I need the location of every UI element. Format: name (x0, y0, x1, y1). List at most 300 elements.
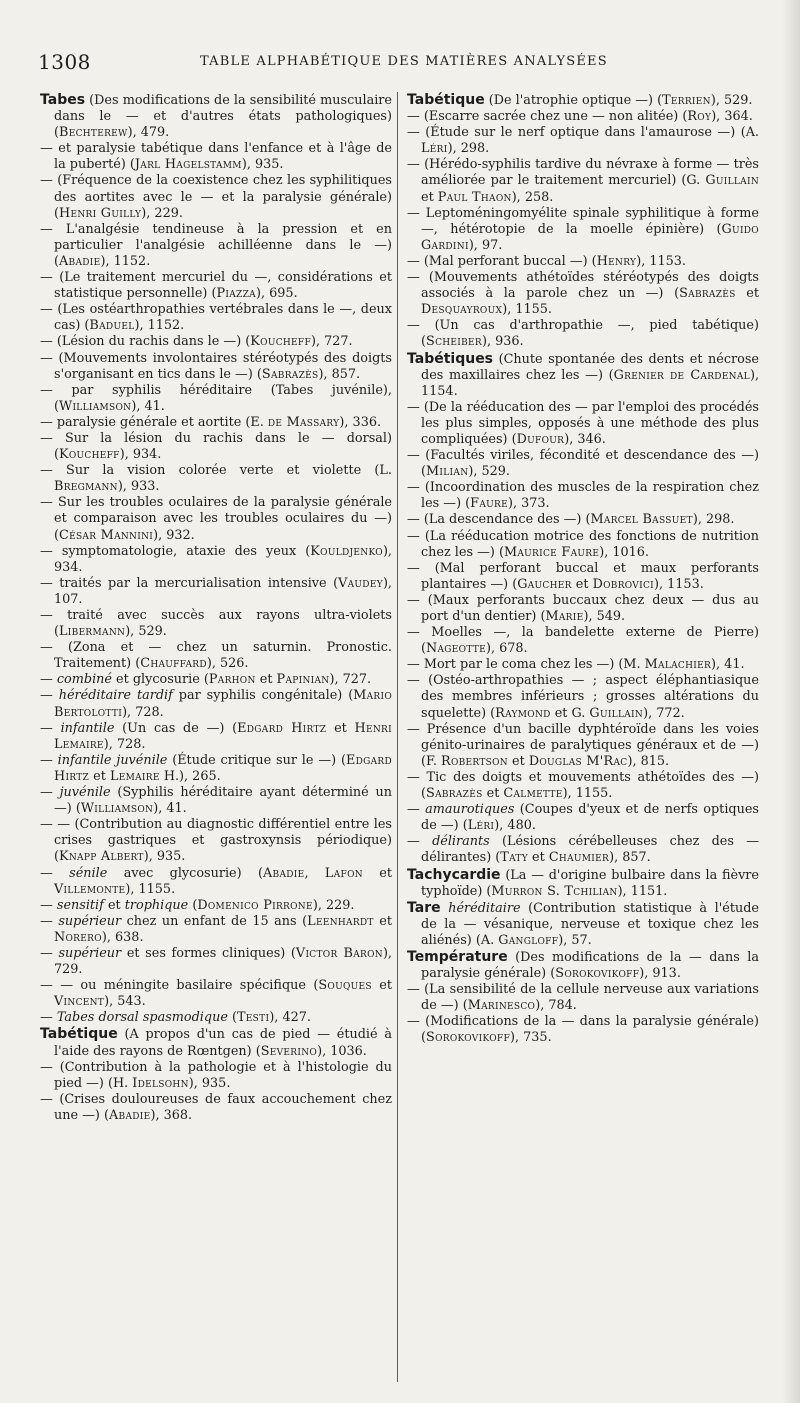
entry-text: — (Ostéo-arthropathies — ; aspect éléphantiasique des membres inférieurs ; grosses altérations du squelette) ( (407, 673, 759, 721)
index-entry (40, 92, 392, 141)
entry-text: combiné (56, 672, 112, 688)
author-name: Domenico Pirrone (197, 897, 313, 913)
entry-headword: Tabétique (40, 1026, 118, 1043)
entry-text: — (Hérédo-syphilis tardive du névraxe à forme — très améliorée par le traitement mercuriel) (G. (407, 157, 759, 189)
index-entry (407, 657, 759, 673)
index-entry (407, 834, 759, 866)
index-entry (407, 318, 759, 350)
entry-text: ), 549. (583, 609, 626, 624)
entry-text: et (507, 753, 529, 769)
entry-text: ), 935. (241, 157, 284, 173)
index-entry (40, 1060, 392, 1092)
author-name: Calmette (503, 786, 563, 802)
entry-text: — (Mouvements athétoïdes stéréotypés des doigts associés à la parole chez un —) ( (407, 270, 759, 302)
entry-text: — traité avec succès aux rayons ultra-violets ( (40, 608, 392, 640)
entry-text: ), 1036. (317, 1043, 367, 1059)
index-entry (407, 1014, 759, 1046)
entry-text: ), 1152. (100, 253, 151, 269)
entry-text: ), 638. (101, 929, 144, 945)
entry-text: supérieur (58, 913, 122, 929)
entry-text: ), 258. (511, 189, 554, 205)
author-name: Raymond (495, 705, 551, 721)
entry-text: ), 57. (558, 932, 592, 948)
author-name: Williamson (80, 801, 154, 817)
entry-text: — symptomatologie, ataxie des yeux ( (40, 543, 311, 559)
entry-text: par syphilis congénitale) ( (172, 688, 354, 704)
entry-text: ), 729. (54, 945, 392, 978)
index-entry (407, 270, 759, 318)
entry-text: — (Crises douloureuses de faux accouchement chez une —) ( (40, 1091, 392, 1123)
entry-text: — L'analgésie tendineuse à la pression et en particulier l'analgésie achilléenne dans le —) ( (40, 221, 392, 269)
entry-text: ), 229. (141, 205, 183, 221)
entry-text: — (Le traitement mercuriel du —, considérations et statistique personnelle) ( (40, 270, 392, 302)
index-entry (407, 867, 759, 900)
entry-text: et (421, 189, 438, 205)
author-name: Williamson (59, 398, 132, 414)
author-name: Bregmann (54, 479, 118, 495)
entry-text: (Des modifications de la sensibilité musculaire dans le — et d'autres états pathologiques) ( (54, 93, 392, 141)
entry-text: — (La descendance des —) ( (407, 512, 591, 528)
entry-text: ), 543. (104, 994, 146, 1010)
entry-text: — (40, 720, 61, 736)
index-entry (407, 480, 759, 512)
index-entry (40, 753, 392, 785)
entry-text: ), 913. (639, 966, 681, 982)
index-entry (40, 914, 392, 946)
index-entry (40, 431, 392, 463)
entry-text: — Sur les troubles oculaires de la paralysie générale et comparaison avec les troubles oculaires du —) ( (40, 495, 392, 543)
index-entry (40, 463, 392, 495)
author-name: Maurice Faure (503, 544, 600, 560)
column-divider (397, 92, 398, 1382)
index-entry (40, 383, 392, 415)
entry-text: — (Maux perforants buccaux chez deux — dus au port d'un dentier) ( (407, 592, 759, 624)
entry-text: — Leptoméningomyélite spinale syphilitique à forme —, hétérotopie de la moelle épinière) ( (407, 205, 759, 237)
entry-text: et ses formes cliniques) ( (121, 945, 296, 961)
entry-text: trophique (124, 897, 189, 913)
index-entry (407, 673, 759, 721)
author-name: Gaucher (517, 576, 572, 592)
author-name: Leenhardt (307, 913, 374, 929)
entry-text: ), 936. (482, 334, 524, 350)
entry-text: — (40, 1010, 57, 1026)
author-name: Koucheff (250, 334, 311, 350)
entry-text: infantile juvénile (57, 752, 168, 768)
index-entry (40, 222, 392, 270)
author-name: Terrien (662, 93, 711, 108)
author-name: Nageotte (426, 641, 486, 657)
entry-text: ), 727. (329, 672, 372, 688)
entry-text: ), 373. (507, 496, 550, 512)
entry-headword: Température (407, 948, 508, 965)
entry-text: ), 229. (312, 897, 355, 913)
entry-text: (Coupes d'yeux et de nerfs optiques de —) ( (421, 802, 759, 834)
entry-text: — (40, 688, 59, 704)
author-name: Paul Thaon (437, 189, 512, 205)
index-entry (407, 512, 759, 528)
author-name: Faure (470, 496, 508, 512)
author-name: César Mannini (59, 527, 154, 543)
entry-text: et G. (550, 705, 590, 721)
author-name: Idelsohn (132, 1075, 189, 1091)
entry-text: (De l'atrophie optique —) ( (484, 93, 663, 108)
index-entry (40, 1010, 392, 1026)
entry-text: ), 1155. (502, 302, 552, 318)
index-entry (40, 1092, 392, 1124)
index-entry (407, 351, 759, 400)
index-entry (40, 302, 392, 334)
entry-text: ), 526. (206, 656, 249, 672)
author-name: Scheiber (426, 334, 482, 350)
author-name: Sabrazès (426, 786, 483, 802)
entry-text: et (89, 768, 110, 784)
index-entry (407, 770, 759, 802)
entry-text: — (La sensibilité de la cellule nerveuse aux variations de —) ( (407, 982, 759, 1014)
entry-text: — et paralysie tabétique dans l'enfance et à l'âge de la puberté) ( (40, 141, 392, 173)
entry-text: ), 298. (692, 512, 735, 528)
entry-headword: Tabétique (407, 92, 485, 108)
index-entry (40, 721, 392, 753)
index-entry (407, 625, 759, 657)
author-name: Taty (500, 850, 528, 866)
entry-text: et (255, 672, 277, 688)
entry-text: — (40, 913, 59, 929)
index-entry (40, 978, 392, 1010)
entry-text: H.), 265. (159, 768, 221, 784)
author-name: Sabrazès (679, 286, 736, 302)
index-entry (40, 351, 392, 383)
entry-text: ), 529. (125, 624, 167, 640)
entry-text: ), 427. (269, 1010, 311, 1026)
index-entry (40, 334, 392, 350)
index-entry (40, 688, 392, 720)
entry-text: — (Escarre sacrée chez une — non alitée) ( (407, 109, 688, 125)
author-name: Henri Guilly (59, 205, 142, 221)
index-entry (407, 125, 759, 157)
index-entry (40, 640, 392, 672)
index-entry (407, 109, 759, 125)
entry-text: — (40, 752, 58, 768)
entry-text: — Sur la vision colorée verte et violette (L. (40, 463, 392, 479)
index-entry (407, 561, 759, 593)
author-name: Parhon (208, 672, 256, 688)
entry-text: ), 857. (318, 366, 361, 382)
author-name: Grenier de Cardenal (613, 367, 750, 383)
index-entry (40, 576, 392, 608)
entry-text: ), 728. (122, 704, 164, 720)
author-name: Mario Bertolotti (54, 688, 392, 720)
entry-text: — (407, 802, 426, 818)
entry-text: — (Étude sur le nerf optique dans l'amaurose —) (A. (407, 125, 759, 141)
entry-text: héréditaire tardif (58, 688, 173, 704)
entry-text: héréditaire (448, 900, 521, 916)
entry-text: ), 480. (494, 818, 536, 834)
entry-text: — (40, 672, 57, 688)
index-entry (40, 495, 392, 543)
index-entry (407, 900, 759, 949)
entry-text: et (527, 850, 549, 866)
scan-shadow-edge (782, 0, 800, 1403)
index-entry (40, 785, 392, 817)
entry-text: — (Fréquence de la coexistence chez les syphilitiques des aortites avec le — et la paralysie générale) ( (40, 173, 392, 221)
author-name: Severino (260, 1043, 318, 1059)
entry-text: amaurotiques (425, 802, 515, 818)
entry-text: — Moelles —, la bandelette externe de Pierre) ( (407, 625, 759, 657)
author-name: Guillain (589, 705, 644, 721)
entry-text: — Tic des doigts et mouvements athétoïdes des —) ( (407, 769, 759, 802)
entry-headword: Tabétiques (407, 350, 494, 367)
author-name: Sabrazès (261, 366, 319, 382)
entry-text: (Contribution statistique à l'étude de la — vésanique, nerveuse et toxique chez les aliénés) (A. (421, 900, 759, 948)
entry-text: ), 727. (311, 334, 353, 350)
entry-text: et (373, 913, 392, 929)
index-entry (407, 157, 759, 205)
index-entry (40, 173, 392, 221)
entry-text: — (La rééducation motrice des fonctions de nutrition chez les —) ( (407, 528, 759, 560)
index-entry (407, 400, 759, 448)
index-entry (40, 141, 392, 173)
author-name: Gangloff (498, 932, 559, 948)
entry-text: juvénile (59, 785, 111, 801)
author-name: Abadie (262, 865, 305, 881)
author-name: Victor Baron (295, 945, 383, 961)
author-name: Norero (54, 929, 102, 945)
author-name: Vaudey (338, 575, 383, 591)
author-name: Souques (318, 978, 372, 994)
entry-text: ), 1153. (654, 576, 704, 592)
entry-text: et (362, 865, 392, 881)
author-name: Chaumier (548, 850, 610, 866)
author-name: Milian (426, 464, 469, 480)
index-entry (40, 898, 392, 914)
index-entry (407, 448, 759, 480)
index-entry (407, 529, 759, 561)
index-entry (407, 722, 759, 770)
author-name: Roy (687, 109, 712, 125)
entry-text: et (103, 897, 125, 913)
entry-text: — paralysie générale et aortite (E. (40, 414, 268, 430)
entry-text: ), 935. (143, 849, 186, 865)
author-name: Edgard Hirtz (237, 720, 327, 736)
entry-text: ), 815. (627, 753, 670, 769)
entry-text: — Mort par le coma chez les —) (M. (407, 657, 645, 673)
entry-text: délirants (432, 834, 490, 850)
author-name: Marinesco (467, 998, 536, 1014)
entry-text: (A propos d'un cas de pied — étudié à l'aide des rayons de Rœntgen) ( (54, 1027, 392, 1059)
entry-text: — (Un cas d'arthropathie —, pied tabétique) ( (407, 318, 759, 350)
author-name: Robertson (441, 753, 508, 769)
author-name: de Massary (267, 414, 340, 430)
author-name: Malachier (644, 657, 712, 673)
entry-text: (Des modifications de la — dans la paralysie générale) ( (421, 949, 759, 982)
author-name: Henri Lemaire (54, 720, 392, 752)
author-name: Edgard Hirtz (54, 752, 392, 784)
entry-text: ), 934. (119, 447, 162, 463)
entry-text: ), 298. (447, 141, 490, 157)
entry-text: ), 97. (468, 237, 503, 253)
index-entry (40, 1026, 392, 1059)
entry-text: ), 41. (711, 657, 745, 673)
entry-text: ), 1155. (125, 881, 176, 897)
entry-text: — (Mouvements involontaires stéréotypés des doigts s'organisant en tics dans le —) ( (40, 350, 392, 382)
index-entry (40, 866, 392, 898)
entry-text: et (326, 720, 355, 736)
author-name: Kouldjenko (310, 543, 383, 559)
author-name: Koucheff (59, 447, 120, 463)
author-name: Testi (236, 1010, 270, 1026)
entry-text: — (40, 945, 59, 961)
index-entry (407, 206, 759, 254)
index-entry (407, 593, 759, 625)
entry-text: (Syphilis héréditaire ayant déterminé un —) ( (54, 785, 392, 817)
entry-text: — (Les ostéarthropathies vertébrales dans le —, deux cas) ( (40, 302, 392, 334)
entry-text: — (40, 865, 70, 881)
entry-text: infantile (60, 720, 115, 736)
entry-text: ), 857. (609, 850, 651, 866)
entry-text: ), 529. (710, 93, 753, 108)
author-name: Papinian (276, 672, 330, 688)
entry-text: ), 772. (643, 705, 685, 721)
author-name: Léri (467, 818, 495, 834)
entry-text: ), 932. (153, 527, 195, 543)
entry-text: (La — d'origine bulbaire dans la fièvre typhoïde) ( (421, 867, 759, 899)
index-entry (40, 270, 392, 302)
entry-text: ), 784. (535, 998, 577, 1014)
entry-text: ( (188, 897, 198, 913)
entry-text: ), 1153. (636, 253, 686, 269)
index-entry (40, 415, 392, 431)
entry-text: ), 1151. (617, 883, 668, 899)
author-name: Marcel Bassuet (590, 512, 693, 528)
entry-text: et (571, 576, 593, 592)
entry-text: ), 529. (468, 464, 510, 480)
author-name: Villemonte (54, 881, 126, 897)
entry-text: (Lésions cérébelleuses chez des — délirantes) ( (421, 834, 759, 866)
entry-text: — Sur la lésion du rachis dans le — dorsal) ( (40, 430, 392, 463)
entry-text: ), 1016. (599, 544, 649, 560)
entry-text: ), 41. (131, 398, 165, 414)
author-name: Guillain (705, 173, 759, 189)
index-entry (407, 982, 759, 1014)
entry-headword: Tabes (40, 92, 86, 108)
author-name: Baduel (89, 318, 135, 334)
author-name: Léri (421, 141, 448, 157)
author-name: Lafon (324, 865, 363, 881)
index-entry (40, 544, 392, 576)
entry-text: — par syphilis héréditaire (Tabes juvénile), ( (40, 382, 392, 414)
entry-text: — Présence d'un bacille dyphtéroïde dans les voies génito-urinaires de paralytiques généraux et de —) (F. (407, 721, 759, 769)
entry-text: — (Facultés viriles, fécondité et descendance des —) ( (407, 448, 759, 480)
entry-text: — traités par la mercurialisation intensive ( (40, 575, 339, 591)
entry-text: ), 1155. (562, 786, 613, 802)
entry-text: — (Incoordination des muscles de la respiration chez les —) ( (407, 480, 759, 512)
entry-text: ), 368. (150, 1107, 193, 1123)
author-name: Jarl Hagelstamm (134, 157, 242, 173)
entry-text: — (Modifications de la — dans la paralysie générale) ( (407, 1014, 759, 1046)
entry-text: ), 695. (255, 286, 298, 302)
index-entry (40, 672, 392, 688)
entry-text: — — ou méningite basilaire spécifique ( (40, 978, 319, 994)
author-name: Marie (545, 609, 584, 624)
author-name: Henry (596, 253, 637, 269)
author-name: Vincent (54, 994, 105, 1010)
entry-text: (Un cas de —) ( (114, 720, 238, 736)
page-number: 1308 (38, 50, 91, 74)
author-name: Desquayroux (421, 302, 503, 318)
author-name: Bechterew (59, 125, 128, 141)
index-entry (407, 92, 759, 109)
entry-text: ), 336. (339, 414, 382, 430)
entry-text: (Chute spontanée des dents et nécrose des maxillaires chez les —) ( (421, 351, 759, 383)
entry-text: ), 107. (54, 575, 392, 607)
entry-text: , (304, 865, 325, 881)
entry-text: et (482, 786, 504, 802)
entry-text: — (Lésion du rachis dans le —) ( (40, 334, 251, 350)
entry-text: ), 1152. (134, 318, 185, 334)
author-name: Sorokovikoff (426, 1030, 511, 1046)
index-entry (40, 946, 392, 978)
right-index-column (407, 92, 759, 1047)
left-index-column (40, 92, 392, 1124)
entry-text: — (40, 785, 60, 801)
author-name: Douglas M'Rac (528, 753, 628, 769)
entry-text: ), 735. (510, 1030, 552, 1046)
entry-text: avec glycosurie) ( (107, 865, 263, 881)
entry-text: ), 678. (485, 641, 528, 657)
author-name: Murron S. Tchilian (491, 883, 618, 899)
index-entry (407, 254, 759, 270)
running-head: TABLE ALPHABÉTIQUE DES MATIÈRES ANALYSÉES (200, 54, 608, 69)
entry-text: supérieur (58, 945, 122, 961)
entry-text: ), 1154. (421, 367, 760, 399)
entry-text: Tabes dorsal spasmodique (56, 1010, 228, 1026)
entry-text: — (Zona et — chez un saturnin. Pronostic. Traitement) ( (40, 640, 392, 672)
author-name: Guido Gardini (421, 221, 759, 253)
entry-text: et glycosurie ( (111, 672, 209, 688)
entry-text: ), 933. (117, 479, 160, 495)
entry-text: — — (Contribution au diagnostic différentiel entre les crises gastriques et gastroxynsis périodique) ( (40, 817, 392, 865)
author-name: Dufour (516, 431, 565, 447)
entry-text: sensitif (56, 897, 104, 913)
entry-text: ( (227, 1010, 237, 1026)
entry-text: — (Mal perforant buccal et maux perforants plantaires —) ( (407, 560, 759, 592)
author-name: Chauffard (140, 656, 207, 672)
entry-text: et (735, 286, 759, 302)
author-name: Lemaire (109, 768, 160, 784)
entry-text: ), 934. (54, 543, 392, 575)
entry-text: — (40, 897, 57, 913)
index-entry (407, 802, 759, 834)
entry-text: — (Mal perforant buccal —) ( (407, 253, 597, 269)
entry-text: et (371, 978, 392, 994)
author-name: Knapp Albert (59, 849, 144, 865)
entry-text: ), 41. (153, 801, 187, 817)
author-name: Piazza (216, 286, 256, 302)
index-entry (407, 949, 759, 982)
author-name: Abadie (108, 1107, 151, 1123)
entry-text: — (De la rééducation des — par l'emploi des procédés les plus simples, opposés à une méthode des plus compliquées) ( (407, 399, 759, 447)
entry-text: ), 479. (127, 125, 170, 141)
entry-text: chez un enfant de 15 ans ( (121, 913, 308, 929)
entry-text: ), 346. (564, 431, 606, 447)
entry-headword: Tachycardie (407, 866, 501, 883)
entry-text: ), 364. (711, 109, 753, 125)
entry-text: ), 935. (188, 1075, 231, 1091)
entry-text: (Étude critique sur le —) ( (167, 752, 346, 768)
entry-text: — (407, 834, 433, 850)
author-name: Abadie (59, 253, 101, 269)
author-name: Sorokovikoff (555, 966, 640, 982)
